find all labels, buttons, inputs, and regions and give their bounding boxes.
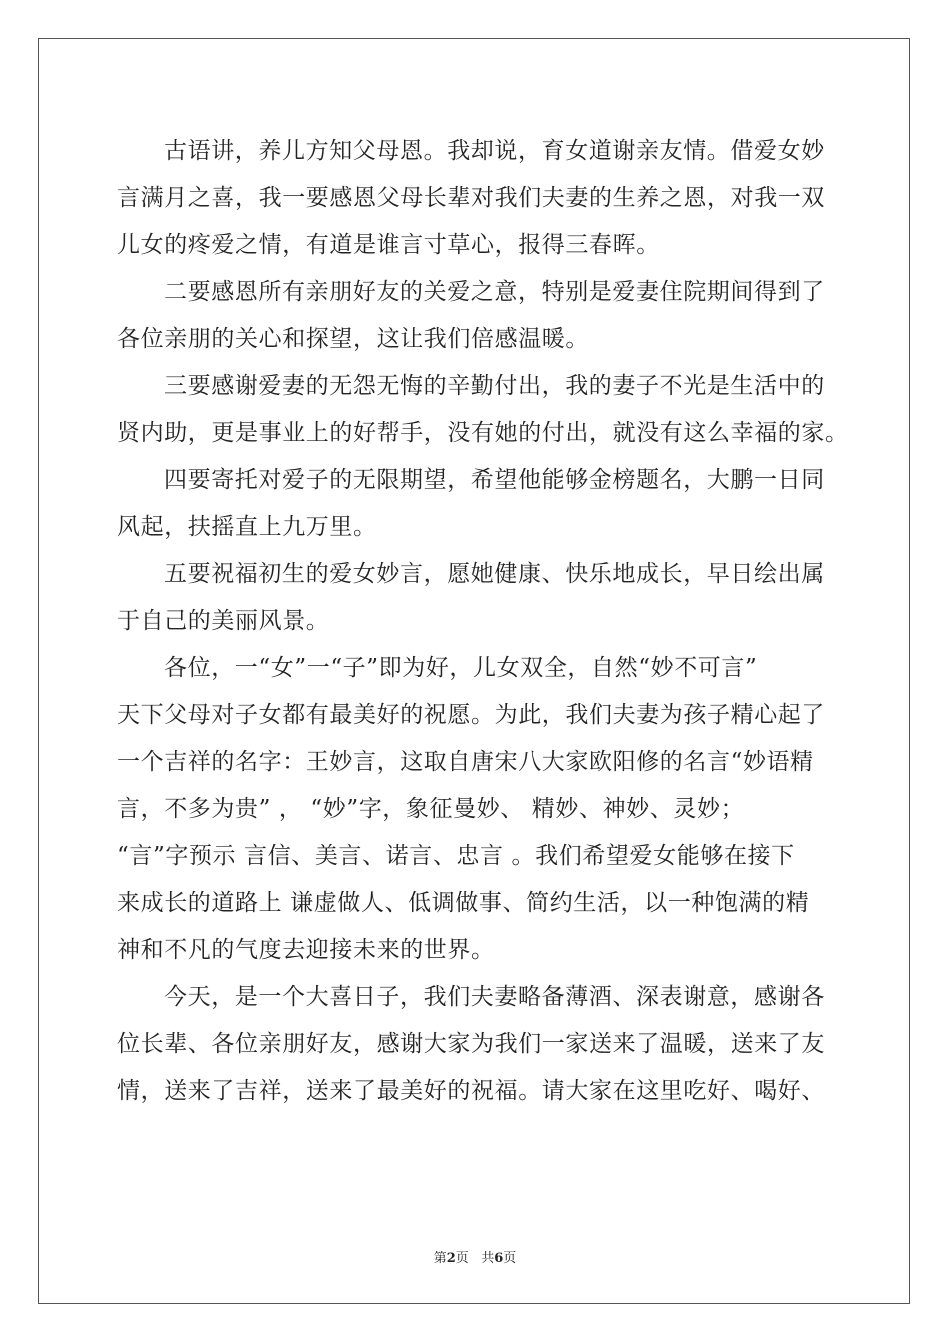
paragraph-line: 于自己的美丽风景。 xyxy=(117,608,330,634)
paragraph-line: 三要感谢爱妻的无怨无悔的辛勤付出，我的妻子不光是生活中的 xyxy=(164,373,825,399)
paragraph-line: 儿女的疼爱之情，有道是谁言寸草心，报得三春晖。 xyxy=(117,232,660,258)
paragraph-line: 二要感恩所有亲朋好友的关爱之意，特别是爱妻住院期间得到了 xyxy=(164,279,825,305)
total-prefix: 共 xyxy=(481,1251,495,1266)
paragraph-line: 神和不凡的气度去迎接未来的世界。 xyxy=(117,937,495,963)
paragraph-line: 各位亲朋的关心和探望，这让我们倍感温暖。 xyxy=(117,326,589,352)
page-footer xyxy=(0,1247,950,1266)
paragraph-line: 古语讲，养儿方知父母恩。我却说，育女道谢亲友情。借爱女妙 xyxy=(164,138,825,164)
document-body xyxy=(117,128,847,1115)
total-pages: 6 xyxy=(494,1251,504,1266)
page-prefix: 第 xyxy=(433,1251,447,1266)
paragraph-line: 情，送来了吉祥，送来了最美好的祝福。请大家在这里吃好、喝好、 xyxy=(117,1078,825,1104)
paragraph-line: “言”字预示 言信、美言、诺言、忠言 。我们希望爱女能够在接下 xyxy=(117,843,795,869)
paragraph-line: 今天，是一个大喜日子，我们夫妻略备薄酒、深表谢意，感谢各 xyxy=(164,984,825,1010)
page-suffix: 页 xyxy=(455,1251,469,1266)
paragraph-line: 言，不多为贵” ， “妙”字，象征曼妙、 精妙、神妙、灵妙； xyxy=(117,796,745,822)
paragraph-line: 贤内助，更是事业上的好帮手，没有她的付出，就没有这么幸福的家。 xyxy=(117,420,849,446)
paragraph-line: 一个吉祥的名字：王妙言，这取自唐宋八大家欧阳修的名言“妙语精 xyxy=(117,749,814,775)
total-suffix: 页 xyxy=(503,1251,517,1266)
paragraph-line: 天下父母对子女都有最美好的祝愿。为此，我们夫妻为孩子精心起了 xyxy=(117,702,825,728)
paragraph-line: 五要祝福初生的爱女妙言，愿她健康、快乐地成长，早日绘出属 xyxy=(164,561,825,587)
paragraph-line: 四要寄托对爱子的无限期望，希望他能够金榜题名，大鹏一日同 xyxy=(164,467,825,493)
paragraph-line: 风起，扶摇直上九万里。 xyxy=(117,514,377,540)
paragraph-line: 位长辈、各位亲朋好友，感谢大家为我们一家送来了温暖，送来了友 xyxy=(117,1031,825,1057)
paragraph-line: 言满月之喜，我一要感恩父母长辈对我们夫妻的生养之恩，对我一双 xyxy=(117,185,825,211)
paragraph-line: 来成长的道路上 谦虚做人、低调做事、简约生活，以一种饱满的精 xyxy=(117,890,810,916)
paragraph-line: 各位，一“女”一“子”即为好，儿女双全，自然“妙不可言” xyxy=(164,655,758,681)
page-number: 2 xyxy=(446,1251,456,1266)
